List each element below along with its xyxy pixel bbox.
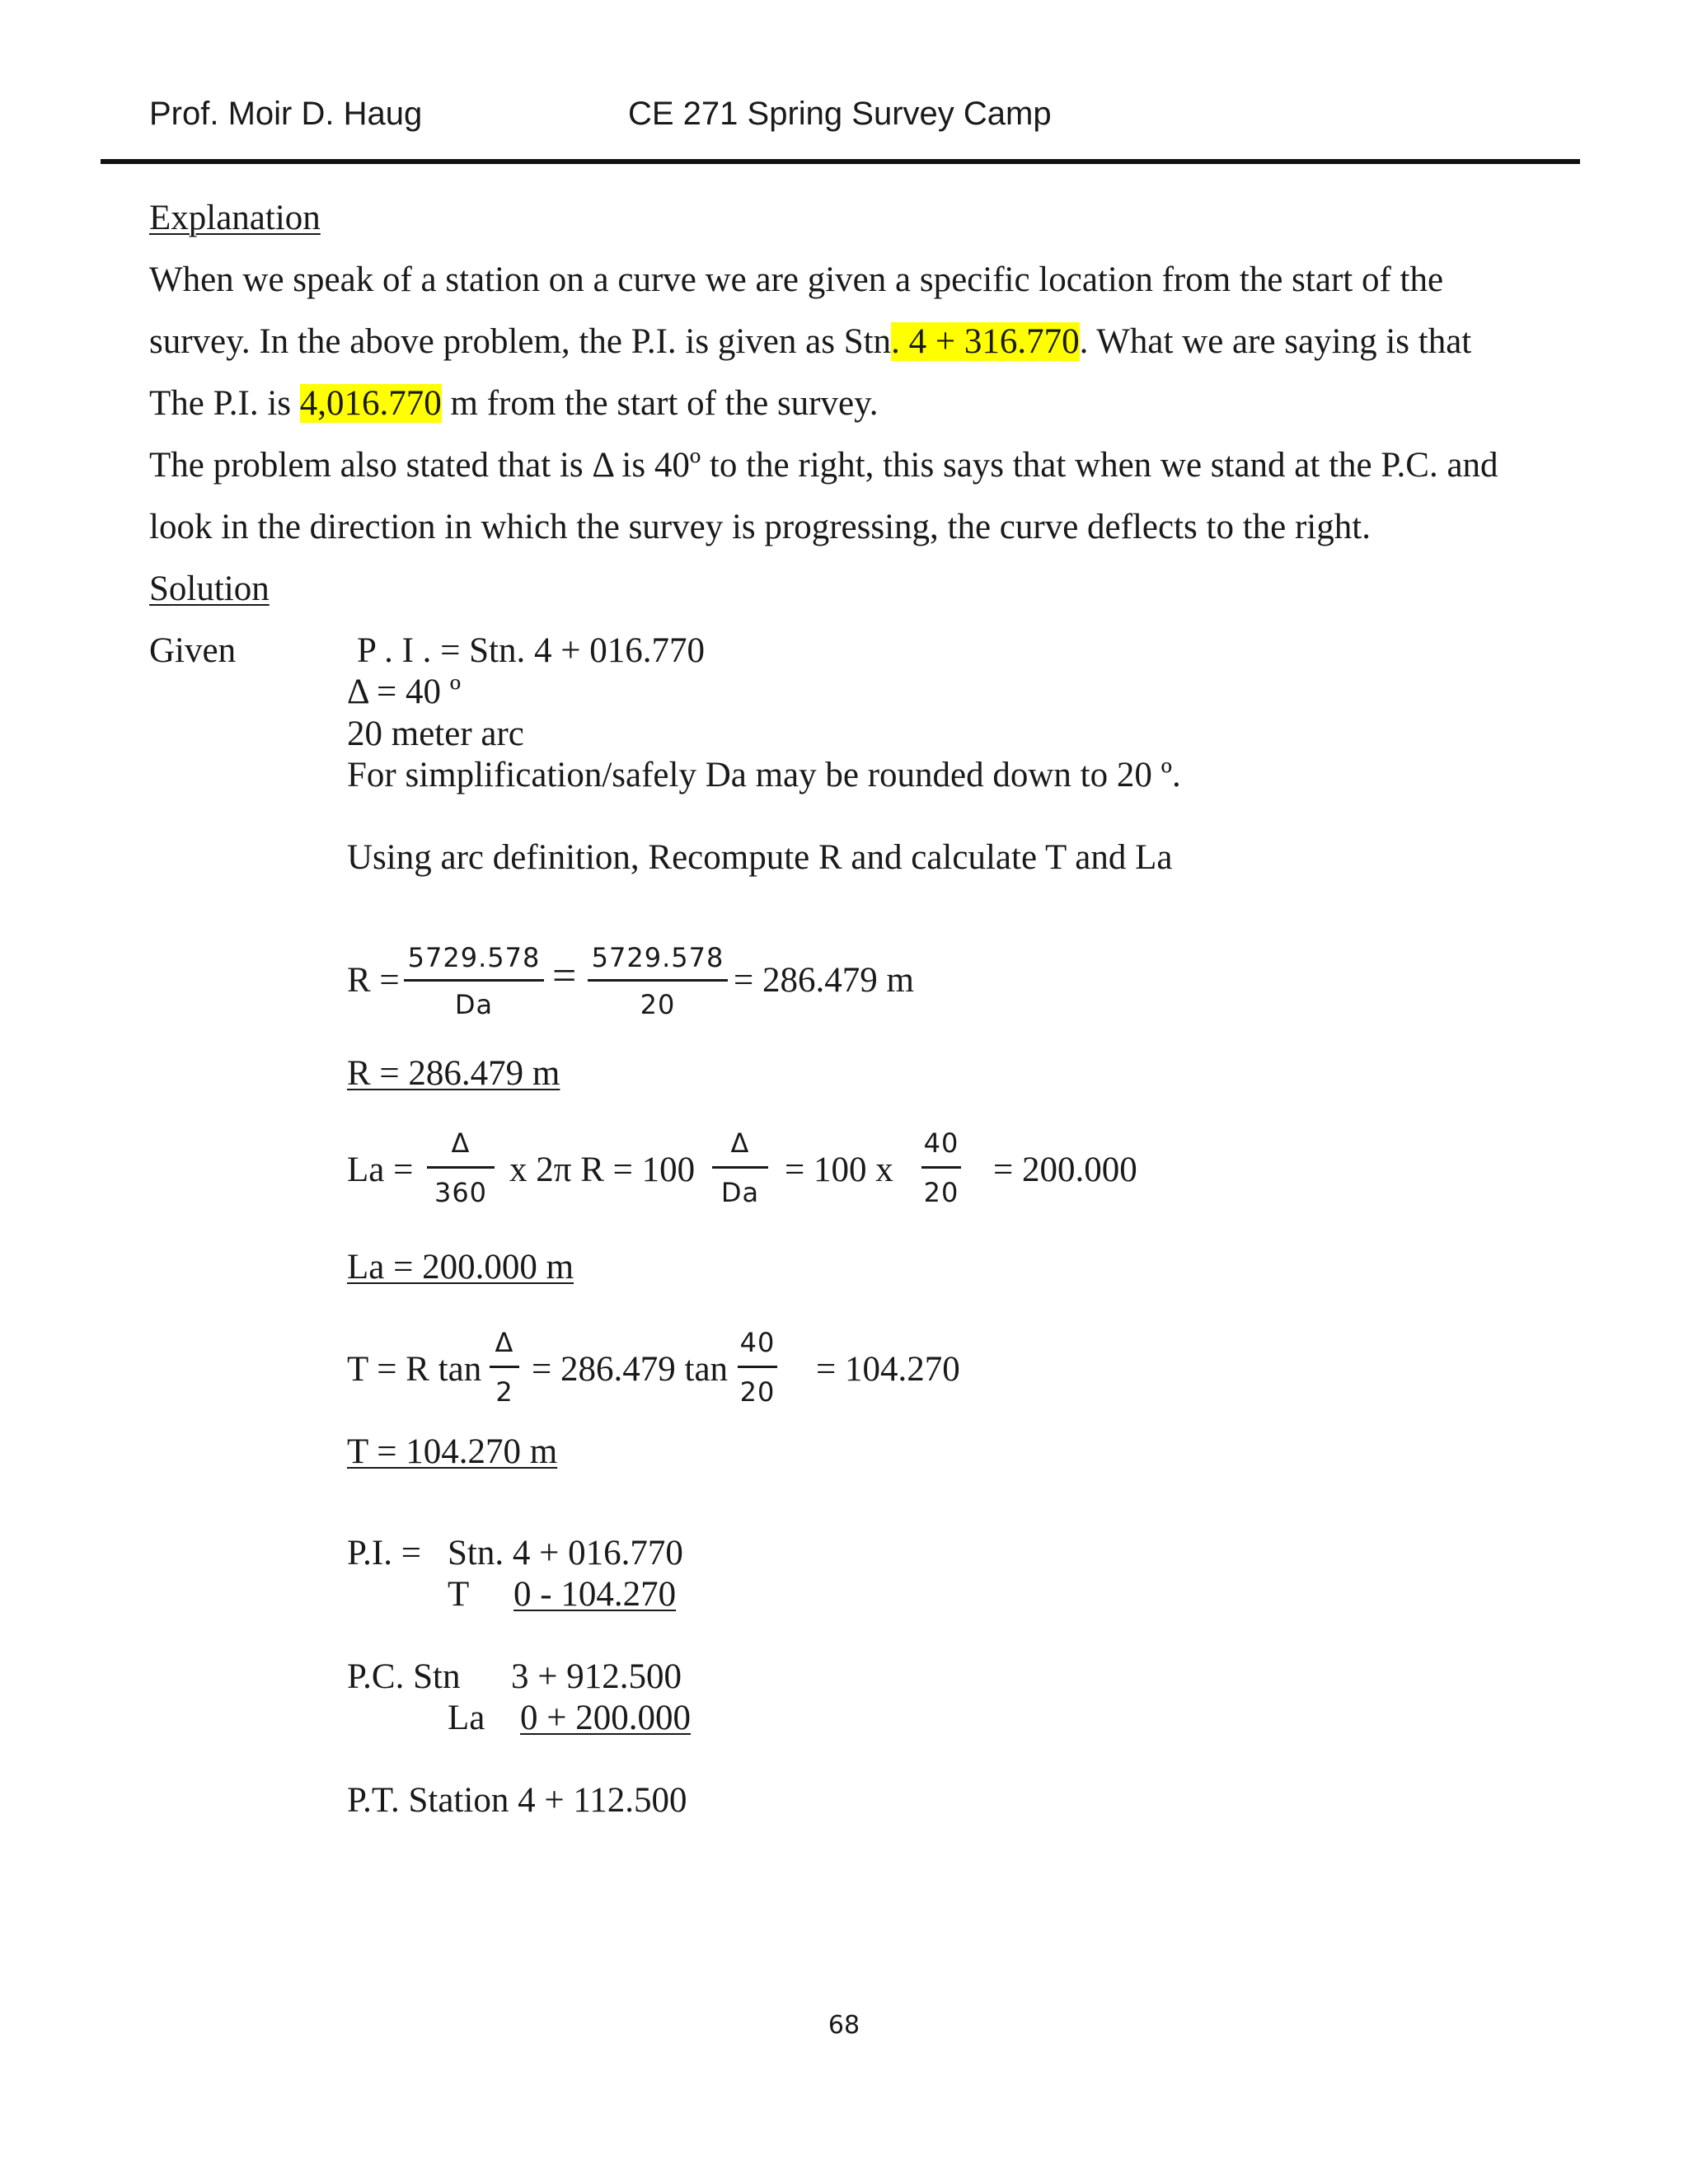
given-label: Given — [149, 631, 237, 670]
eq-la-mid2: = 100 x — [785, 1151, 893, 1189]
eq-r-equals: = — [552, 953, 577, 1000]
eq-la-frac3-den: 20 — [923, 1177, 959, 1208]
eq-la-frac2-num: Δ — [730, 1127, 750, 1159]
station-la-value: 0 + 200.000 — [520, 1699, 692, 1737]
eq-r-lhs: R = — [347, 961, 400, 1000]
eq-t-frac1-num: Δ — [495, 1327, 514, 1358]
eq-la-frac3-num: 40 — [923, 1127, 959, 1159]
explanation-line-2-text-b: . What we are saying is that — [1079, 322, 1472, 361]
eq-la-frac2-den: Da — [720, 1177, 760, 1208]
eq-la-rhs: = 200.000 — [993, 1151, 1137, 1189]
explanation-line-3 — [149, 383, 879, 424]
eq-t-rhs: = 104.270 — [816, 1350, 960, 1389]
explanation-line-4: The problem also stated that is Δ is 40º to the right, this says that when we stand at the P.C. and — [149, 446, 1498, 485]
eq-la-mid: x 2π R = 100 — [509, 1151, 696, 1189]
explanation-line-3-text-b: m from the start of the survey. — [441, 384, 879, 423]
given-note: For simplification/safely Da may be rounded down to 20 º. — [347, 756, 1181, 794]
explanation-line-1: When we speak of a station on a curve we are given a specific location from the start of the — [149, 260, 1444, 299]
result-r: R = 286.479 m — [347, 1054, 560, 1093]
station-t-label: T — [448, 1575, 470, 1614]
station-pi-label: P.I. = — [347, 1534, 421, 1572]
eq-r-frac2-num: 5729.578 — [591, 942, 724, 973]
eq-la-frac3-bar — [921, 1166, 961, 1169]
eq-t-frac2-den: 20 — [739, 1376, 776, 1408]
explanation-heading: Explanation — [149, 199, 321, 237]
eq-r-frac1-bar — [404, 979, 544, 982]
station-t-value: 0 - 104.270 — [513, 1575, 677, 1614]
result-la: La = 200.000 m — [347, 1248, 574, 1286]
eq-t-frac2-bar — [738, 1366, 777, 1368]
explanation-line-3-text-a: The P.I. is — [149, 384, 300, 423]
explanation-line-2-text-a: survey. In the above problem, the P.I. is given as Stn — [149, 322, 892, 361]
eq-la-frac1-num: Δ — [451, 1127, 471, 1159]
eq-t-lhs: T = R tan — [347, 1350, 482, 1389]
station-pi-value: Stn. 4 + 016.770 — [448, 1534, 683, 1572]
eq-t-mid: = 286.479 tan — [532, 1350, 729, 1389]
eq-la-frac2-bar — [712, 1166, 768, 1169]
eq-r-rhs: = 286.479 m — [734, 961, 914, 1000]
eq-t-frac1-bar — [490, 1366, 519, 1368]
eq-t-frac1-den: 2 — [495, 1376, 513, 1408]
eq-r-frac2-den: 20 — [640, 989, 676, 1020]
eq-la-frac1-den: 360 — [434, 1177, 488, 1208]
header-author: Prof. Moir D. Haug — [149, 96, 423, 132]
header-rule — [101, 159, 1580, 164]
eq-la-frac1-bar — [427, 1166, 495, 1169]
using-arc-definition: Using arc definition, Recompute R and calculate T and La — [347, 838, 1173, 877]
given-pi: P . I . = Stn. 4 + 016.770 — [357, 631, 706, 670]
explanation-line-5: look in the direction in which the survey is progressing, the curve deflects to the right. — [149, 508, 1371, 546]
eq-r-frac2-bar — [588, 979, 728, 982]
result-t: T = 104.270 m — [347, 1432, 558, 1471]
given-delta: Δ = 40 º — [347, 673, 462, 711]
page-number: 68 — [828, 2011, 860, 2040]
eq-r-frac1-num: 5729.578 — [407, 942, 541, 973]
station-pc-value: 3 + 912.500 — [511, 1657, 682, 1696]
highlight-station: . 4 + 316.770 — [891, 322, 1080, 361]
station-la-label: La — [448, 1699, 485, 1737]
eq-r-frac1-den: Da — [454, 989, 494, 1020]
given-arc: 20 meter arc — [347, 715, 524, 753]
eq-t-frac2-num: 40 — [739, 1327, 776, 1358]
highlight-distance: 4,016.770 — [299, 384, 442, 423]
explanation-line-2 — [149, 321, 1471, 362]
solution-heading: Solution — [149, 569, 270, 608]
station-pc-label: P.C. Stn — [347, 1657, 461, 1696]
station-pt: P.T. Station 4 + 112.500 — [347, 1781, 687, 1820]
header-course: CE 271 Spring Survey Camp — [628, 96, 1052, 132]
eq-la-lhs: La = — [347, 1151, 414, 1189]
